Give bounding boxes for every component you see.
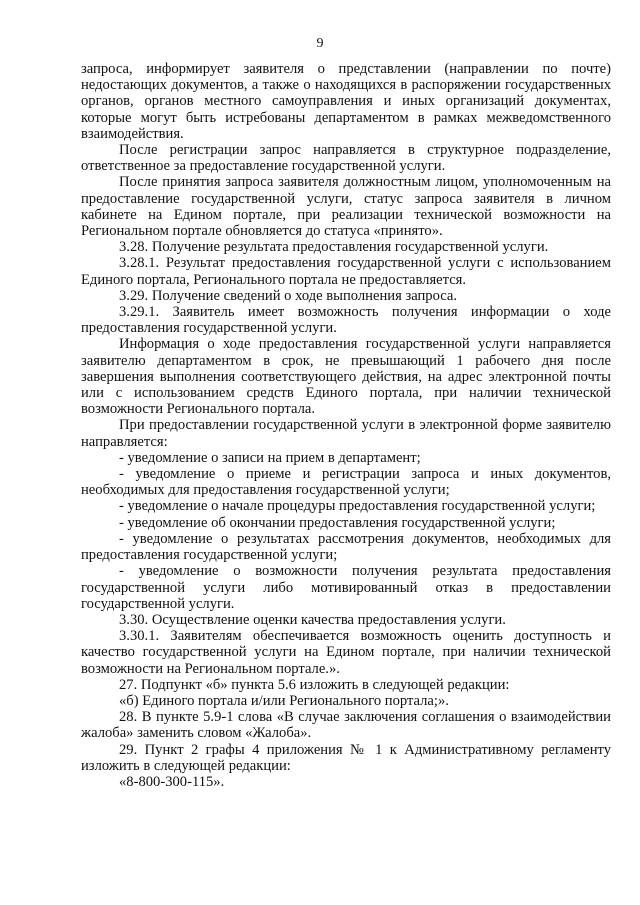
paragraph: При предоставлении государственной услуги в электронной форме заявителю направляется: [81,417,611,450]
paragraph: После принятия запроса заявителя должностным лицом, уполномоченным на предоставление государственной услуги, статус запроса заявителя в личном кабинете на Едином портале, при реализации технической возможности на Региональном портале обновляется до статуса «принято». [81,174,611,240]
paragraph: - уведомление о начале процедуры предоставления государственной услуги; [119,498,596,515]
paragraph: - уведомление о возможности получения результата предоставления государственной услуги либо мотивированный отказ в предоставлении государственной услуги. [81,563,611,612]
paragraph: 28. В пункте 5.9-1 слова «В случае заключения соглашения о взаимодействии жалоба» заменить словом «Жалоба». [81,709,611,742]
paragraph: 3.28.1. Результат предоставления государственной услуги с использованием Единого портала, Регионального портала не предоставляется. [81,255,611,288]
paragraph: - уведомление об окончании предоставления государственной услуги; [119,514,556,531]
paragraph: После регистрации запрос направляется в структурное подразделение, ответственное за предоставление государственной услуги. [81,142,611,175]
paragraph: 3.29. Получение сведений о ходе выполнения запроса. [119,287,458,304]
paragraph: «б) Единого портала и/или Регионального портала;». [119,692,449,709]
paragraph: «8-800-300-115». [119,773,225,790]
paragraph: - уведомление о приеме и регистрации запроса и иных документов, необходимых для предоставления государственной услуги; [81,466,611,499]
paragraph: - уведомление о записи на прием в департамент; [119,449,421,466]
paragraph: 29. Пункт 2 графы 4 приложения № 1 к Административному регламенту изложить в следующей редакции: [81,741,611,774]
paragraph: 3.30. Осуществление оценки качества предоставления услуги. [119,611,506,628]
paragraph: Информация о ходе предоставления государственной услуги направляется заявителю департаментом в срок, не превышающий 1 рабочего дня после завершения выполнения соответствующего действия, на адрес электронной почты или с использованием средств Единого портала, при наличии технической возможности Регионального портала. [81,336,611,418]
paragraph: запроса, информирует заявителя о представлении (направлении по почте) недостающих документов, а также о находящихся в распоряжении государственных органов, органов местного самоуправления и иных организаций документах, которые могут быть истребованы департаментом в рамках межведомственного взаимодействия. [81,61,611,142]
page-number: 9 [316,36,324,51]
paragraph: 3.28. Получение результата предоставления государственной услуги. [119,239,549,256]
paragraph: 3.29.1. Заявитель имеет возможность получения информации о ходе предоставления государственной услуги. [81,304,611,337]
document-body [81,61,611,790]
paragraph: 27. Подпункт «б» пункта 5.6 изложить в следующей редакции: [119,676,510,693]
paragraph: 3.30.1. Заявителям обеспечивается возможность оценить доступность и качество государственной услуги на Едином портале, при наличии технической возможности на Региональном портале.». [81,628,611,677]
paragraph: - уведомление о результатах рассмотрения документов, необходимых для предоставления государственной услуги; [81,530,611,564]
